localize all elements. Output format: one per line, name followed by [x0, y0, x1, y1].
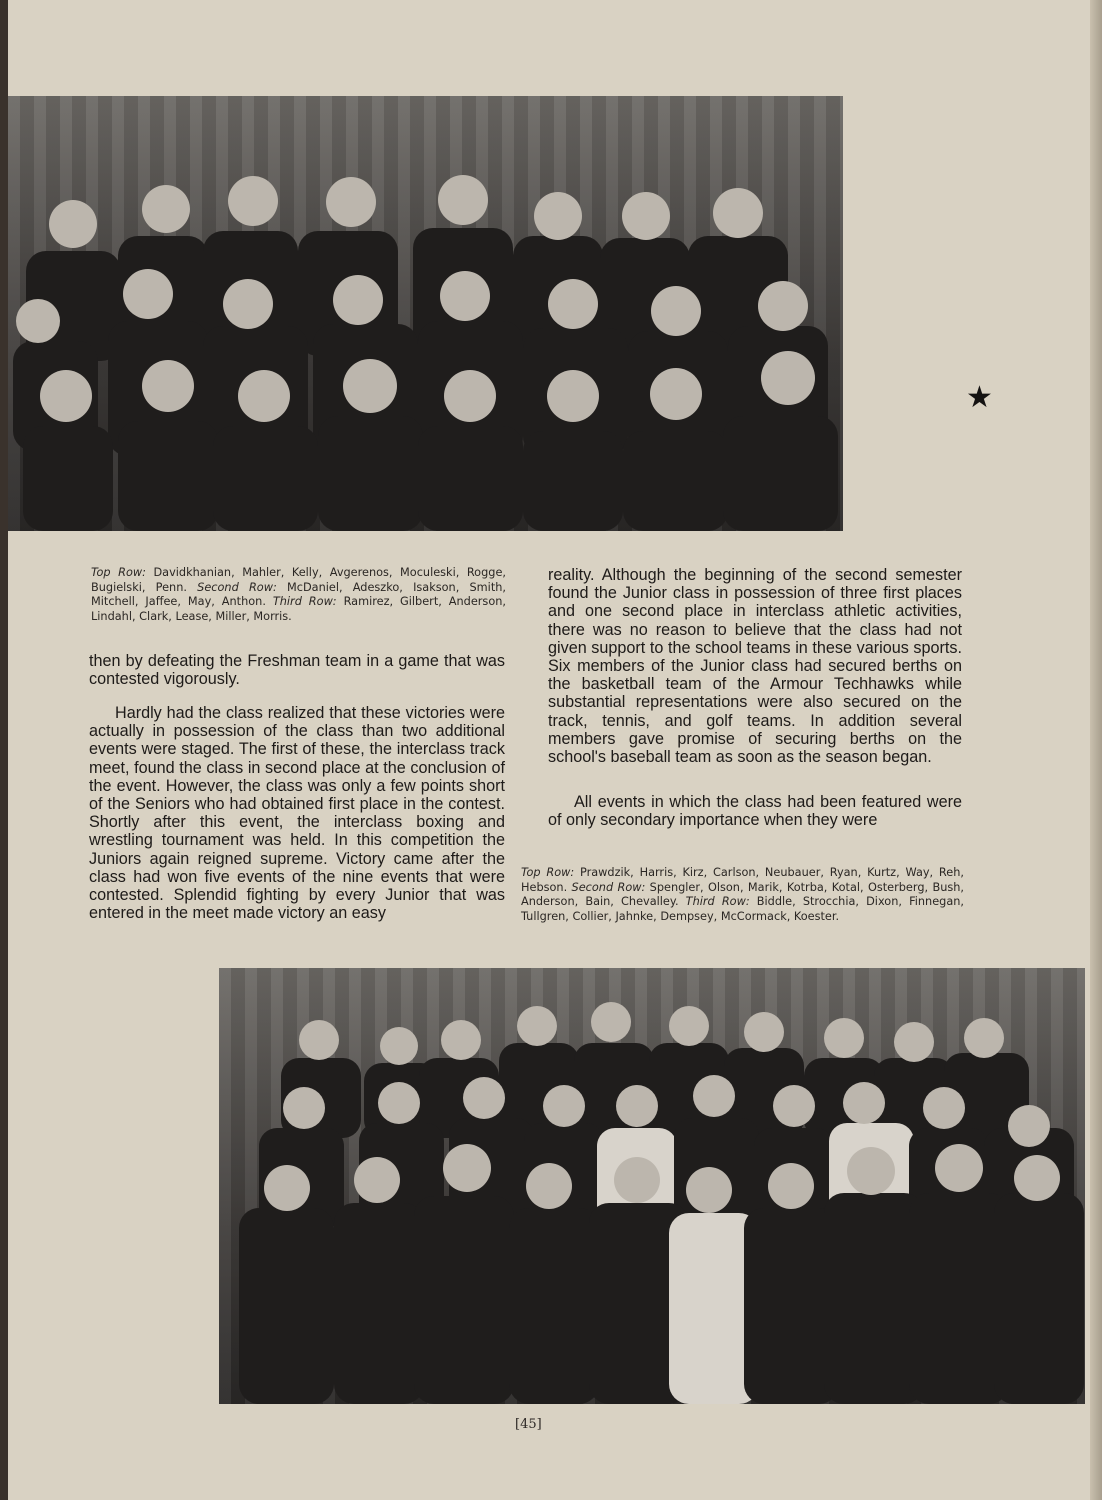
caption-bottom-photo: [521, 866, 964, 924]
star-ornament: ★: [966, 380, 993, 415]
body-paragraph: reality. Although the beginning of the second semester found the Junior class in possession of three first places and one second place in interclass athletic activities, there was no reason to believe that the class had not given support to the school teams in these various sports. Six members of the Junior class had secured berths on the basketball team of the Armour Techhawks while substantial representations were also secured on the track, tennis, and golf teams. In addition several members gave promise of securing berths on the school's baseball team as soon as the season began.: [548, 566, 962, 767]
caption-names: Prawdzik, Harris, Kirz, Carlson, Neubauer, Ryan, Kurtz, Way, Reh, Hebson.: [521, 866, 964, 894]
caption-top-photo: [91, 566, 506, 624]
caption-label: Second Row:: [571, 880, 646, 894]
caption-label: Third Row:: [685, 895, 750, 908]
group-photo-top: [8, 96, 843, 531]
body-paragraph: Hardly had the class realized that these victories were actually in possession of the class than two additional events were staged. The first of these, the interclass track meet, found the class in second place at the conclusion of the event. However, the class was only a few points short of the Seniors who had obtained first place in the contest. Shortly after this event, the interclass boxing and wrestling tournament was held. In this competition the Juniors again reigned supreme. Victory came after the class had won five events of the nine events that were contested. Splendid fighting by every Junior that was entered in the meet made victory an easy: [89, 704, 505, 923]
caption-label: Top Row:: [521, 866, 575, 879]
caption-label: Second Row:: [197, 580, 277, 594]
caption-names: McDaniel, Adeszko, Isakson, Smith, Mitchell, Jaffee, May, Anthon.: [91, 580, 507, 608]
binding-edge: [0, 0, 8, 1500]
body-paragraph: All events in which the class had been featured were of only secondary importance when they were: [548, 793, 962, 830]
caption-names: Biddle, Strocchia, Dixon, Finnegan, Tullgren, Collier, Jahnke, Dempsey, McCormack, Koester.: [521, 895, 965, 923]
group-photo-bottom: [219, 968, 1085, 1404]
caption-label: Third Row:: [272, 595, 337, 608]
caption-label: Top Row:: [91, 566, 146, 579]
people-silhouettes: [219, 968, 1085, 1404]
people-silhouettes: [8, 96, 843, 531]
page-number: [45]: [515, 1417, 542, 1432]
page-edge: [1090, 0, 1102, 1500]
caption-names: Ramirez, Gilbert, Anderson, Lindahl, Clark, Lease, Miller, Morris.: [91, 595, 506, 623]
caption-names: Spengler, Olson, Marik, Kotrba, Kotal, Osterberg, Bush, Anderson, Bain, Chevalley.: [521, 880, 964, 908]
body-paragraph: then by defeating the Freshman team in a game that was contested vigorously.: [89, 652, 505, 689]
caption-names: Davidkhanian, Mahler, Kelly, Avgerenos, Moculeski, Rogge, Bugielski, Penn.: [91, 566, 506, 594]
